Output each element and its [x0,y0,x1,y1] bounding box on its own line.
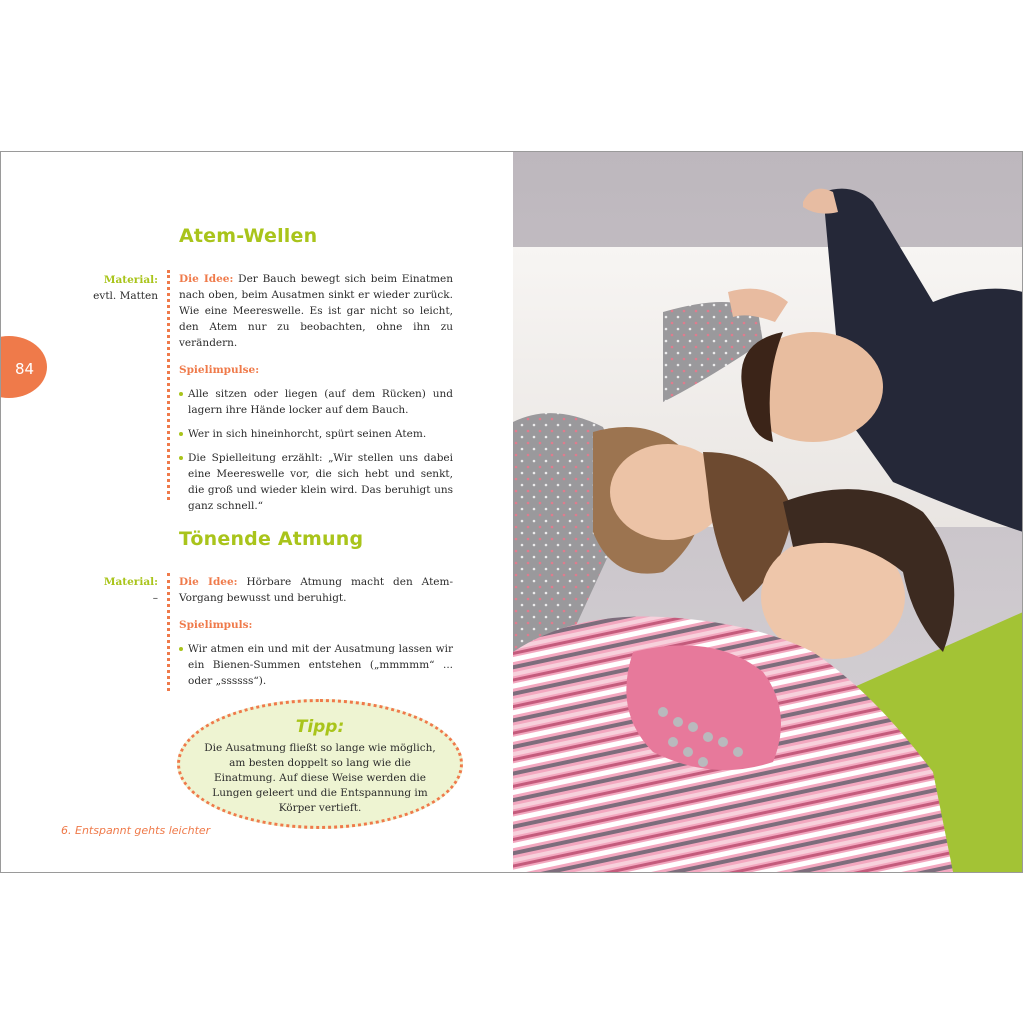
impulses-list [179,386,453,514]
photo-illustration [513,152,1023,872]
bullet-icon [179,647,183,651]
section1-body [179,271,453,522]
material-value: – [152,592,158,604]
material-label: Material: [103,576,158,588]
idea-text: Hörbare Atmung macht den Atem-Vorgang bewusst und beruhigt. [179,576,454,604]
tip-title: Tipp: [295,717,345,737]
material-value: evtl. Matten [93,290,158,302]
list-item [179,450,453,514]
idea-paragraph [179,574,453,606]
idea-label: Die Idee: [179,576,238,588]
dotted-divider [167,270,170,500]
idea-text: Der Bauch bewegt sich beim Einatmen nach oben, beim Ausatmen sinkt er wieder zurück. Wie eine Meereswelle. Es ist gar nicht so leicht, den Atem nur zu beobachten, ohne ihn zu verändern. [179,273,454,349]
list-item [179,641,453,689]
bullet-icon [179,456,183,460]
tip-text: Die Ausatmung fließt so lange wie möglich, am besten doppelt so lang wie die Einatmung. Auf diese Weise werden die Lungen geleert und die Entspannung im Körper vertieft. [204,742,436,814]
impulses-label: Spielimpulse: [179,364,260,376]
list-item-text: Wir atmen ein und mit der Ausatmung lassen wir ein Bienen-Summen entstehen („mmmmm“ ... oder „ssssss“). [188,643,453,687]
bullet-icon [179,392,183,396]
impulses-list [179,641,453,689]
page-number: 84 [15,360,35,378]
material-label: Material: [103,274,158,286]
section-title-toenende-atmung: Tönende Atmung [179,528,364,550]
list-item-text: Wer in sich hineinhorcht, spürt seinen Atem. [188,428,427,440]
section2-body [179,574,453,697]
bullet-icon [179,432,183,436]
impulse-label: Spielimpuls: [179,619,253,631]
book-spread [0,151,1023,873]
idea-paragraph [179,271,453,351]
children-photo [513,152,1023,872]
section-title-atem-wellen: Atem-Wellen [179,225,318,247]
left-page [1,152,512,872]
idea-label: Die Idee: [179,273,234,285]
tip-box [177,699,463,829]
list-item-text: Alle sitzen oder liegen (auf dem Rücken) und lagern ihre Hände locker auf dem Bauch. [188,388,453,416]
chapter-footer: 6. Entspannt gehts leichter [61,824,211,837]
dotted-divider [167,573,170,691]
list-item [179,386,453,418]
list-item [179,426,453,442]
list-item-text: Die Spielleitung erzählt: „Wir stellen uns dabei eine Meereswelle vor, die sich hebt und senkt, die groß und wieder klein wird. Das beruhigt uns ganz schnell.“ [188,452,453,512]
